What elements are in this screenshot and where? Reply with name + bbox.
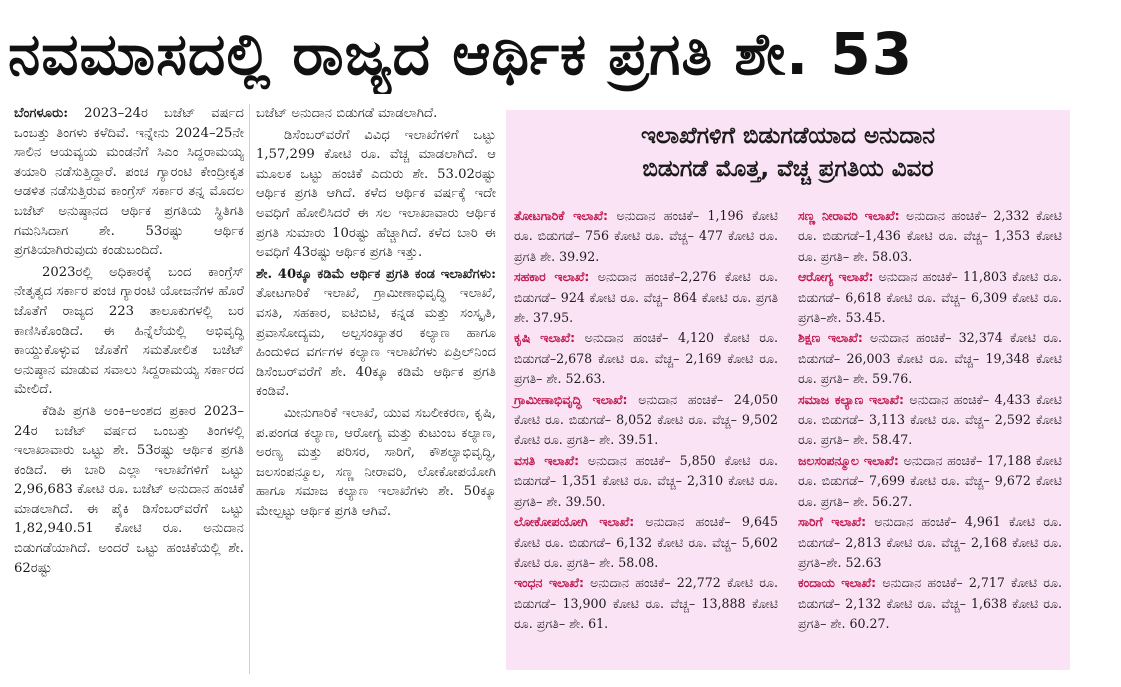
headline: ನವಮಾಸದಲ್ಲಿ ರಾಜ್ಯದ ಆರ್ಥಿಕ ಪ್ರಗತಿ ಶೇ. 53 bbox=[8, 20, 914, 88]
department-figures: ಅನುದಾನ ಹಂಚಿಕೆ– 32,374 ಕೋಟಿ ರೂ. ಬಿಡುಗಡೆ– 26,003 ಕೋಟಿ ರೂ. ವೆಚ್ಚ– 19,348 ಕೋಟಿ ರೂ. ಪ್ರಗತಿ– ಶೇ. 59.76. bbox=[798, 330, 1062, 387]
department-figures: ಅನುದಾನ ಹಂಚಿಕೆ– 5,850 ಕೋಟಿ ರೂ. ಬಿಡುಗಡೆ– 1,351 ಕೋಟಿ ರೂ. ವೆಚ್ಚ– 2,310 ಕೋಟಿ ರೂ. ಪ್ರಗತಿ– ಶೇ. 39.50. bbox=[514, 452, 779, 509]
department-entry bbox=[798, 390, 1062, 451]
department-name: ಜಲಸಂಪನ್ಮೂಲ ಇಲಾಖೆ: bbox=[798, 452, 899, 468]
subheading: ಶೇ. 40ಕ್ಕೂ ಕಡಿಮೆ ಆರ್ಥಿಕ ಪ್ರಗತಿ ಕಂಡ ಇಲಾಖೆಗಳು: bbox=[256, 266, 496, 282]
paragraph bbox=[256, 404, 496, 522]
paragraph bbox=[256, 265, 496, 402]
department-figures: ಅನುದಾನ ಹಂಚಿಕೆ– 2,717 ಕೋಟಿ ರೂ. ಬಿಡುಗಡೆ– 2,132 ಕೋಟಿ ರೂ. ವೆಚ್ಚ– 1,638 ಕೋಟಿ ರೂ. ಪ್ರಗತಿ– ಶೇ. 60.27. bbox=[798, 575, 1062, 632]
department-name: ತೋಟಗಾರಿಕೆ ಇಲಾಖೆ: bbox=[514, 208, 608, 223]
department-figures: ಅನುದಾನ ಹಂಚಿಕೆ– 22,772 ಕೋಟಿ ರೂ. ಬಿಡುಗಡೆ– 13,900 ಕೋಟಿ ರೂ. ವೆಚ್ಚ– 13,888 ಕೋಟಿ ರೂ. ಪ್ರಗತಿ– ಶೇ. 61. bbox=[514, 575, 778, 632]
article-column-1 bbox=[14, 104, 244, 679]
department-name: ಲೋಕೋಪಯೋಗಿ ಇಲಾಖೆ: bbox=[514, 514, 635, 530]
department-name: ಇಂಧನ ಇಲಾಖೆ: bbox=[514, 575, 584, 591]
department-figures: ಅನುದಾನ ಹಂಚಿಕೆ– 9,645 ಕೋಟಿ ರೂ. ಬಿಡುಗಡೆ– 6,132 ಕೋಟಿ ರೂ. ವೆಚ್ಚ– 5,602 ಕೋಟಿ ರೂ. ಪ್ರಗತಿ– ಶೇ. 58.08. bbox=[514, 514, 778, 570]
department-entry bbox=[798, 267, 1062, 328]
paragraph bbox=[14, 263, 244, 400]
panel-columns bbox=[514, 206, 1062, 666]
department-name: ಸಾರಿಗೆ ಇಲಾಖೆ: bbox=[798, 514, 867, 530]
department-entry bbox=[514, 206, 778, 267]
department-figures: ಅನುದಾನ ಹಂಚಿಕೆ– 24,050 ಕೋಟಿ ರೂ. ಬಿಡುಗಡೆ– 8,052 ಕೋಟಿ ರೂ. ವೆಚ್ಚ– 9,502 ಕೋಟಿ ರೂ. ಪ್ರಗತಿ– ಶೇ. 39.51. bbox=[514, 391, 778, 448]
paragraph bbox=[14, 402, 244, 578]
department-entry bbox=[514, 390, 778, 451]
paragraph-text: ಮೀನುಗಾರಿಕೆ ಇಲಾಖೆ, ಯುವ ಸಬಲೀಕರಣ, ಕೃಷಿ, ಪ.ಪಂಗಡ ಕಲ್ಯಾಣ, ಆರೋಗ್ಯ ಮತ್ತು ಕುಟುಂಬ ಕಲ್ಯಾಣ, ಅರಣ್ಯ ಮತ್ತು ಪರಿಸರ, ಸಾರಿಗೆ, ಕೌಶಲ್ಯಾಭಿವೃದ್ಧಿ, ಜಲಸಂಪನ್ಮೂಲ, ಸಣ್ಣ ನೀರಾವರಿ, ಲೋಕೋಪಯೋಗಿ ಹಾಗೂ ಸಮಾಜ ಕಲ್ಯಾಣ ಇಲಾಖೆಗಳು ಶೇ. 50ಕ್ಕೂ ಮೇಲ್ಪಟ್ಟು ಆರ್ಥಿಕ ಪ್ರಗತಿ ಆಗಿವೆ. bbox=[256, 405, 496, 519]
article-column-2 bbox=[256, 104, 496, 679]
department-name: ಗ್ರಾಮೀಣಾಭಿವೃದ್ಧಿ ಇಲಾಖೆ: bbox=[514, 391, 628, 407]
paragraph bbox=[14, 104, 244, 261]
panel-title bbox=[514, 120, 1062, 186]
department-entry bbox=[798, 206, 1062, 267]
paragraph-text: 2023–24ರ ಬಜೆಟ್ ವರ್ಷದ ಒಂಬತ್ತು ತಿಂಗಳು ಕಳೆದಿವೆ. ಇನ್ನೇನು 2024–25ನೇ ಸಾಲಿನ ಆಯವ್ಯಯ ಮಂಡನೆಗೆ ಸಿಎಂ ಸಿದ್ದರಾಮಯ್ಯ ತಯಾರಿ ನಡೆಸುತ್ತಿದ್ದಾರೆ. ಪಂಚ ಗ್ಯಾರಂಟಿ ಕೇಂದ್ರೀಕೃತ ಆಡಳಿತ ನಡೆಸುತ್ತಿರುವ ಕಾಂಗ್ರೆಸ್ ಸರ್ಕಾರ ತನ್ನ ಮೊದಲ ಬಜೆಟ್ ಅನುಷ್ಠಾನದ ಆರ್ಥಿಕ ಪ್ರಗತಿಯ ಸ್ಥಿತಿಗತಿ ಗಮನಿಸಿದಾಗ ಶೇ. 53ರಷ್ಟು ಆರ್ಥಿಕ ಪ್ರಗತಿಯಾಗಿರುವುದು ಕಂಡುಬಂದಿದೆ. bbox=[14, 106, 244, 259]
department-figures: ಅನುದಾನ ಹಂಚಿಕೆ– 1,196 ಕೋಟಿ ರೂ. ಬಿಡುಗಡೆ– 756 ಕೋಟಿ ರೂ. ವೆಚ್ಚ– 477 ಕೋಟಿ ರೂ. ಪ್ರಗತಿ ಶೇ. 39.92. bbox=[514, 208, 778, 264]
dateline: ಬೆಂಗಳೂರು: bbox=[14, 106, 69, 121]
department-name: ಕಂದಾಯ ಇಲಾಖೆ: bbox=[798, 575, 877, 591]
department-name: ಶಿಕ್ಷಣ ಇಲಾಖೆ: bbox=[798, 330, 863, 346]
panel-column-right bbox=[798, 206, 1062, 635]
department-name: ಸಣ್ಣ ನೀರಾವರಿ ಇಲಾಖೆ: bbox=[798, 208, 900, 223]
department-figures: ಅನುದಾನ ಹಂಚಿಕೆ– 11,803 ಕೋಟಿ ರೂ. ಬಿಡುಗಡೆ– 6,618 ಕೋಟಿ ರೂ. ವೆಚ್ಚ– 6,309 ಕೋಟಿ ರೂ. ಪ್ರಗತಿ–ಶೇ. 53.45. bbox=[798, 269, 1062, 326]
paragraph bbox=[256, 104, 496, 124]
department-entry bbox=[514, 451, 778, 512]
panel-title-line-2: ಬಿಡುಗಡೆ ಮೊತ್ತ, ವೆಚ್ಚ ಪ್ರಗತಿಯ ವಿವರ bbox=[642, 156, 934, 182]
department-name: ವಸತಿ ಇಲಾಖೆ: bbox=[514, 452, 580, 468]
paragraph bbox=[256, 126, 496, 263]
department-figures: ಅನುದಾನ ಹಂಚಿಕೆ–2,276 ಕೋಟಿ ರೂ. ಬಿಡುಗಡೆ– 924 ಕೋಟಿ ರೂ. ವೆಚ್ಚ– 864 ಕೋಟಿ ರೂ. ಪ್ರಗತಿ ಶೇ. 37.95. bbox=[514, 269, 778, 326]
panel-column-left bbox=[514, 206, 778, 635]
paragraph-text: ತೋಟಗಾರಿಕೆ ಇಲಾಖೆ, ಗ್ರಾಮೀಣಾಭಿವೃದ್ಧಿ ಇಲಾಖೆ, ವಸತಿ, ಸಹಕಾರ, ಐಟಿಬಿಟಿ, ಕನ್ನಡ ಮತ್ತು ಸಂಸ್ಕೃತಿ, ಪ್ರವಾಸೋದ್ಯಮ, ಅಲ್ಪಸಂಖ್ಯಾತರ ಕಲ್ಯಾಣ ಹಾಗೂ ಹಿಂದುಳಿದ ವರ್ಗಗಳ ಕಲ್ಯಾಣ ಇಲಾಖೆಗಳು ಏಪ್ರಿಲ್‌ನಿಂದ ಡಿಸೆಂಬರ್‌ವರೆಗೆ ಶೇ. 40ಕ್ಕೂ ಕಡಿಮೆ ಆರ್ಥಿಕ ಪ್ರಗತಿ ಕಂಡಿವೆ. bbox=[256, 286, 496, 400]
department-figures: ಅನುದಾನ ಹಂಚಿಕೆ– 2,332 ಕೋಟಿ ರೂ. ಬಿಡುಗಡೆ–1,436 ಕೋಟಿ ರೂ. ವೆಚ್ಚ– 1,353 ಕೋಟಿ ರೂ. ಪ್ರಗತಿ– ಶೇ. 58.03. bbox=[798, 208, 1062, 264]
paragraph-text: 2023ರಲ್ಲಿ ಅಧಿಕಾರಕ್ಕೆ ಬಂದ ಕಾಂಗ್ರೆಸ್ ನೇತೃತ್ವದ ಸರ್ಕಾರ ಪಂಚ ಗ್ಯಾರಂಟಿ ಯೋಜನೆಗಳ ಹೊರೆ ಜೊತೆಗೆ ರಾಜ್ಯದ 223 ತಾಲೂಕುಗಳಲ್ಲಿ ಬರ ಕಾಣಿಸಿಕೊಂಡಿದೆ. ಈ ಹಿನ್ನೆಲೆಯಲ್ಲಿ ಅಭಿವೃದ್ಧಿ ಕಾಯ್ದುಕೊಳ್ಳುವ ಜೊತೆಗೆ ಸಮತೋಲಿತ ಬಜೆಟ್ ಅನುಷ್ಠಾನ ಮಾಡುವ ಸವಾಲು ಸಿದ್ದರಾಮಯ್ಯ ಸರ್ಕಾರದ ಮೇಲಿದೆ. bbox=[14, 264, 244, 398]
paragraph-text: ಕೆಡಿಪಿ ಪ್ರಗತಿ ಅಂಕಿ–ಅಂಶದ ಪ್ರಕಾರ 2023–24ರ ಬಜೆಟ್ ವರ್ಷದ ಒಂಬತ್ತು ತಿಂಗಳಲ್ಲಿ ಇಲಾಖಾವಾರು ಒಟ್ಟು ಶೇ. 53ರಷ್ಟು ಆರ್ಥಿಕ ಪ್ರಗತಿ ಕಂಡಿದೆ. ಈ ಬಾರಿ ಎಲ್ಲಾ ಇಲಾಖೆಗಳಿಗೆ ಒಟ್ಟು 2,96,683 ಕೋಟಿ ರೂ. ಬಜೆಟ್ ಅನುದಾನ ಹಂಚಿಕೆ ಮಾಡಲಾಗಿದೆ. ಈ ಪೈಕಿ ಡಿಸೆಂಬರ್‌ವರೆಗೆ ಒಟ್ಟು 1,82,940.51 ಕೋಟಿ ರೂ. ಅನುದಾನ ಬಿಡುಗಡೆಯಾಗಿದೆ. ಅಂದರೆ ಒಟ್ಟು ಹಂಚಿಕೆಯಲ್ಲಿ ಶೇ. 62ರಷ್ಟು bbox=[14, 403, 244, 576]
department-figures: ಅನುದಾನ ಹಂಚಿಕೆ– 4,433 ಕೋಟಿ ರೂ. ಬಿಡುಗಡೆ– 3,113 ಕೋಟಿ ರೂ. ವೆಚ್ಚ– 2,592 ಕೋಟಿ ರೂ. ಪ್ರಗತಿ– ಶೇ. 58.47. bbox=[798, 391, 1063, 448]
department-entry bbox=[514, 573, 778, 634]
paragraph-text: ಬಜೆಟ್ ಅನುದಾನ ಬಿಡುಗಡೆ ಮಾಡಲಾಗಿದೆ. bbox=[256, 106, 438, 121]
department-figures: ಅನುದಾನ ಹಂಚಿಕೆ– 17,188 ಕೋಟಿ ರೂ. ಬಿಡುಗಡೆ– 7,699 ಕೋಟಿ ರೂ. ವೆಚ್ಚ– 9,672 ಕೋಟಿ ರೂ. ಪ್ರಗತಿ– ಶೇ. 56.27. bbox=[798, 452, 1062, 509]
department-entry bbox=[514, 328, 778, 389]
department-entry bbox=[798, 512, 1062, 573]
paragraph-text: ಡಿಸೆಂಬರ್‌ವರೆಗೆ ವಿವಿಧ ಇಲಾಖೆಗಳಿಗೆ ಒಟ್ಟು 1,57,299 ಕೋಟಿ ರೂ. ವೆಚ್ಚ ಮಾಡಲಾಗಿದೆ. ಆ ಮೂಲಕ ಒಟ್ಟು ಹಂಚಿಕೆ ಎದುರು ಶೇ. 53.02ರಷ್ಟು ಆರ್ಥಿಕ ಪ್ರಗತಿ ಆಗಿದೆ. ಕಳೆದ ಆರ್ಥಿಕ ವರ್ಷಕ್ಕೆ ಇದೇ ಅವಧಿಗೆ ಹೋಲಿಸಿದರೆ ಈ ಸಲ ಇಲಾಖಾವಾರು ಆರ್ಥಿಕ ಪ್ರಗತಿ ಸುಮಾರು 10ರಷ್ಟು ಹೆಚ್ಚಾಗಿದೆ. ಕಳೆದ ಬಾರಿ ಈ ಅವಧಿಗೆ 43ರಷ್ಟು ಆರ್ಥಿಕ ಪ್ರಗತಿ ಇತ್ತು. bbox=[256, 127, 496, 261]
department-name: ಆರೋಗ್ಯ ಇಲಾಖೆ: bbox=[798, 269, 874, 285]
department-name: ಸಮಾಜ ಕಲ್ಯಾಣ ಇಲಾಖೆ: bbox=[798, 391, 904, 407]
panel-title-line-1: ಇಲಾಖೆಗಳಿಗೆ ಬಿಡುಗಡೆಯಾದ ಅನುದಾನ bbox=[640, 123, 936, 149]
column-divider bbox=[249, 104, 250, 674]
department-name: ಸಹಕಾರ ಇಲಾಖೆ: bbox=[514, 269, 590, 285]
department-entry bbox=[514, 267, 778, 328]
department-figures: ಅನುದಾನ ಹಂಚಿಕೆ– 4,120 ಕೋಟಿ ರೂ. ಬಿಡುಗಡೆ–2,678 ಕೋಟಿ ರೂ. ವೆಚ್ಚ– 2,169 ಕೋಟಿ ರೂ. ಪ್ರಗತಿ– ಶೇ. 52.63. bbox=[514, 330, 778, 387]
department-entry bbox=[798, 328, 1062, 389]
department-name: ಕೃಷಿ ಇಲಾಖೆ: bbox=[514, 330, 576, 346]
department-entry bbox=[514, 512, 778, 573]
department-entry bbox=[798, 451, 1062, 512]
department-entry bbox=[798, 573, 1062, 634]
department-grants-panel bbox=[506, 110, 1070, 670]
department-figures: ಅನುದಾನ ಹಂಚಿಕೆ– 4,961 ಕೋಟಿ ರೂ. ಬಿಡುಗಡೆ– 2,813 ಕೋಟಿ ರೂ. ವೆಚ್ಚ– 2,168 ಕೋಟಿ ರೂ. ಪ್ರಗತಿ–ಶೇ. 52.63 bbox=[798, 514, 1063, 570]
